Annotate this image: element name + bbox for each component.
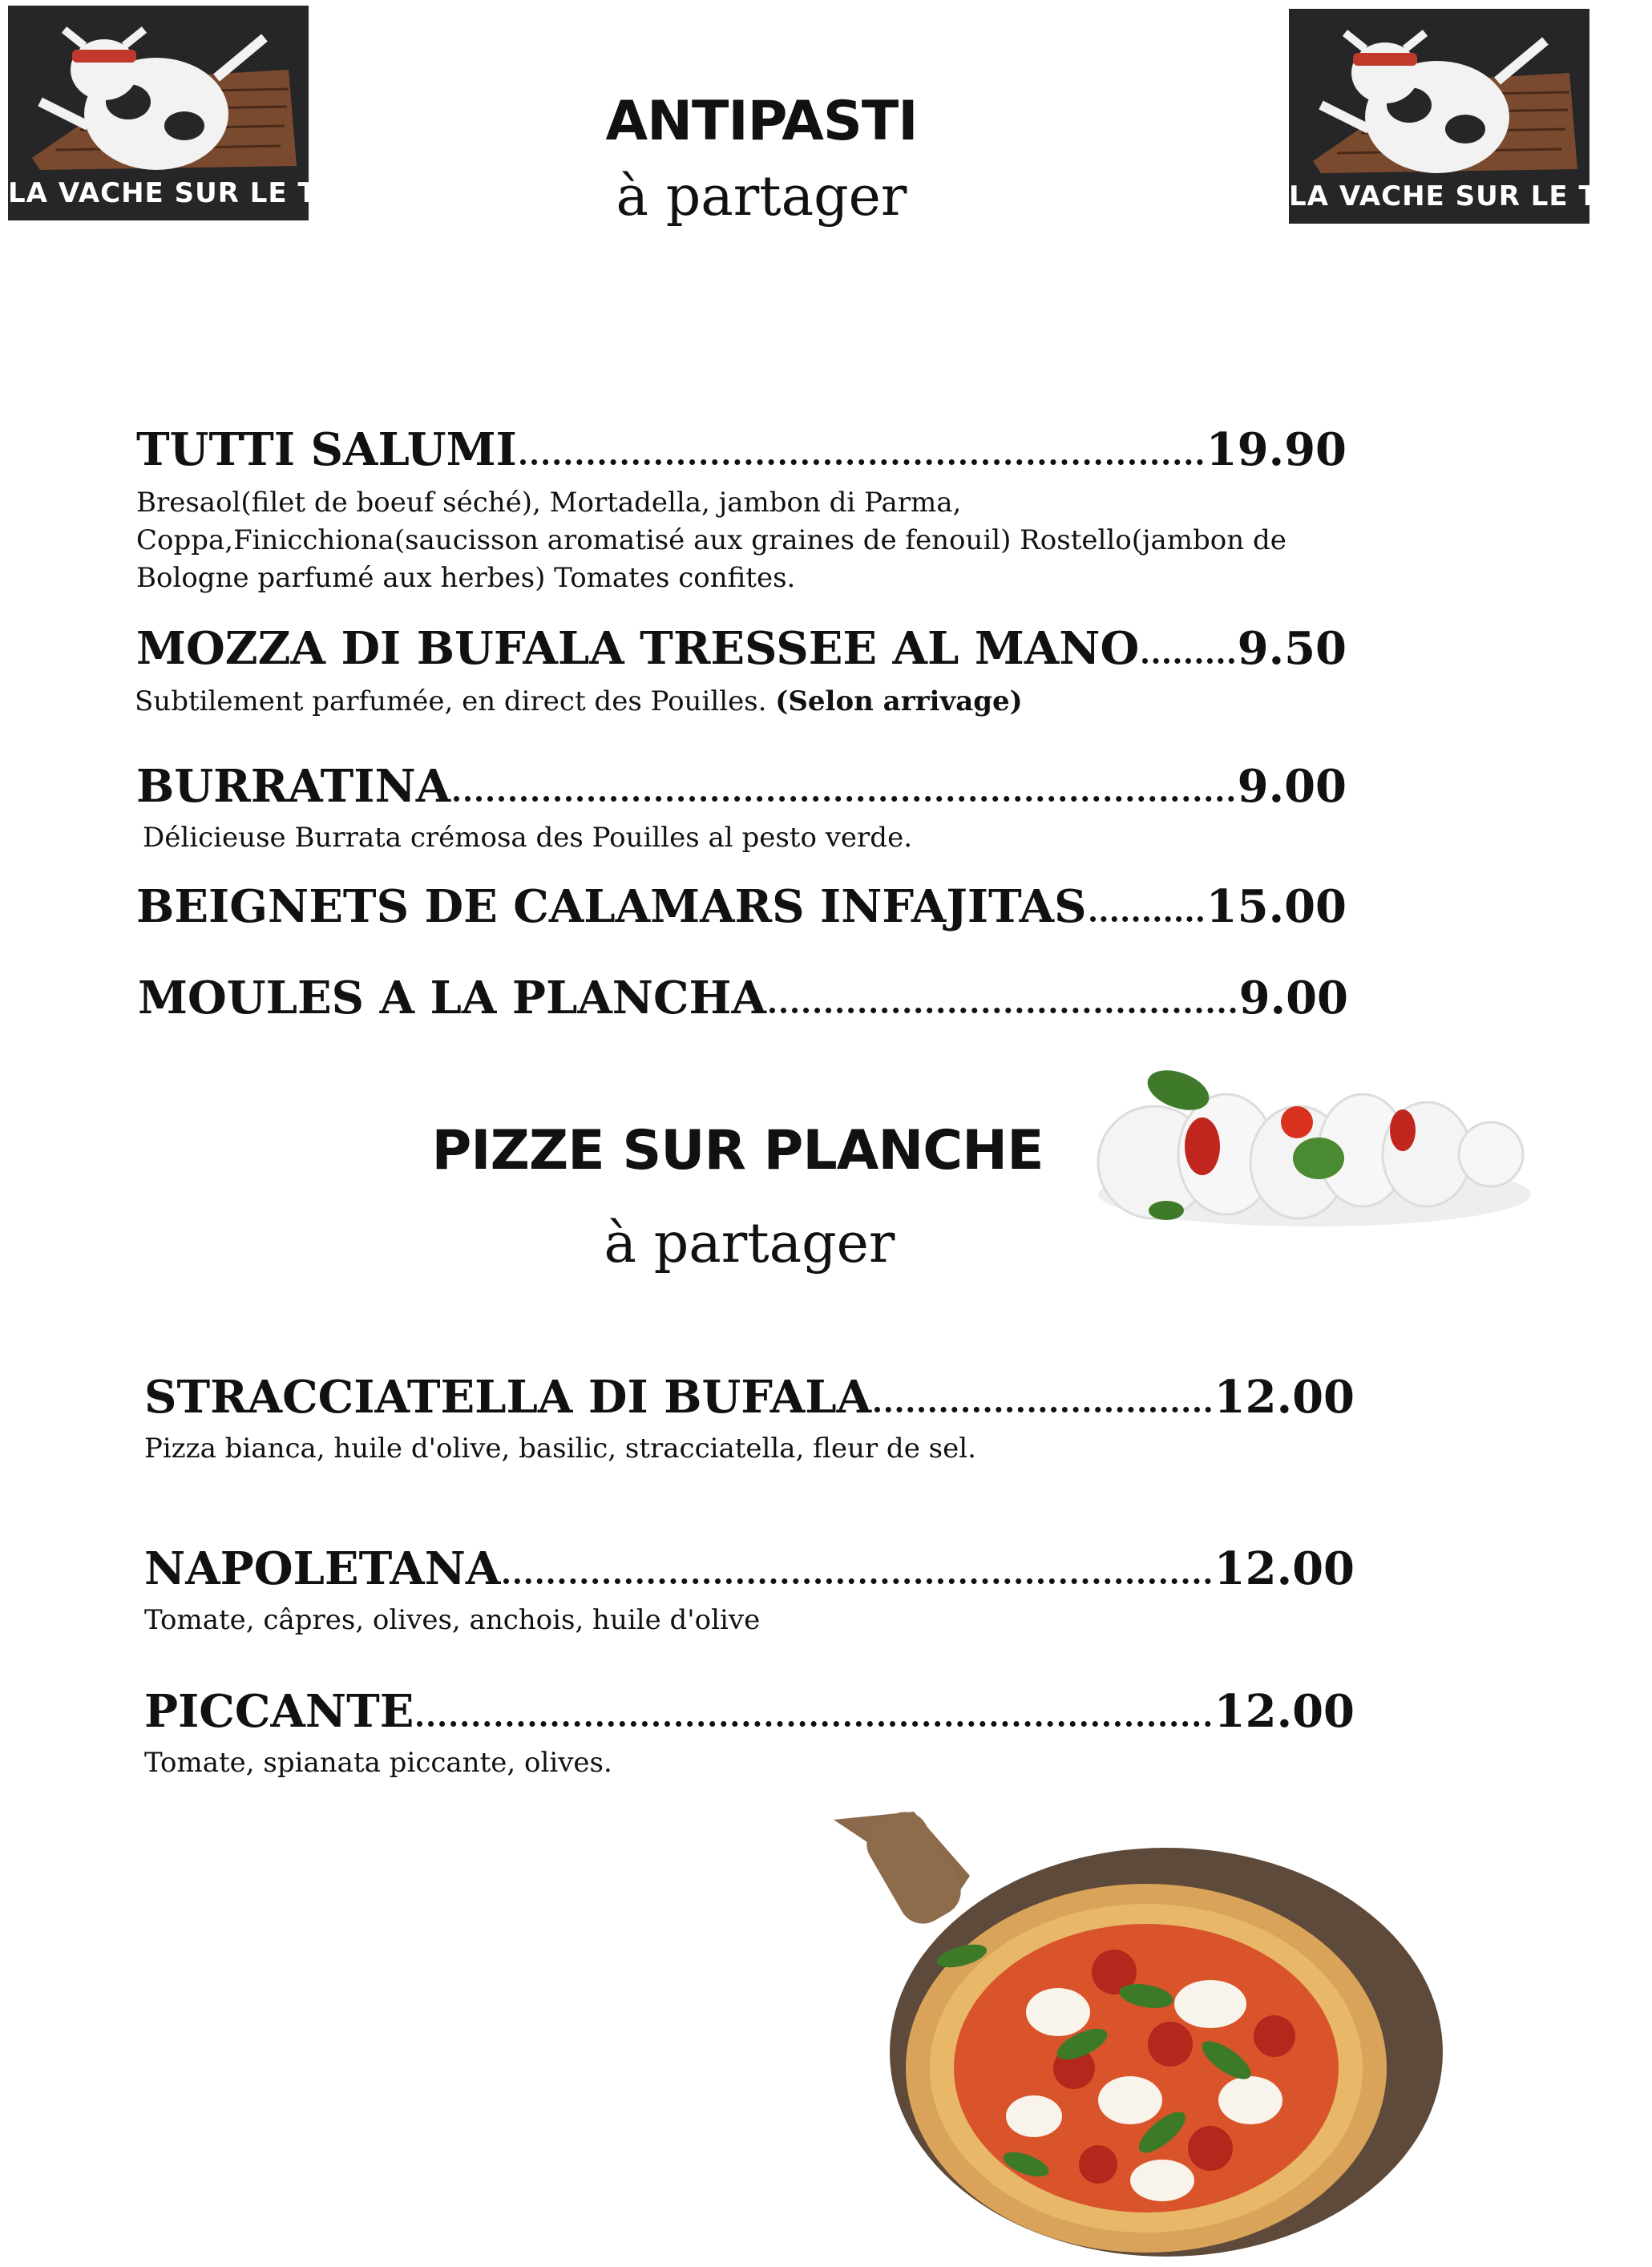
item-description [144, 1602, 1347, 1639]
menu-item-piccante [144, 1685, 1355, 1736]
desc-line: Coppa,Finicchiona(saucisson aromatisé aux graines de fenouil) Rostello(jambon de [136, 524, 1286, 556]
item-price: 15.00 [1206, 880, 1347, 933]
desc-bold: (Selon arrivage) [775, 685, 1023, 717]
item-name: MOULES A LA PLANCHA [138, 972, 766, 1024]
dot-leader [1090, 916, 1203, 922]
item-name: MOZZA DI BUFALA TRESSEE AL MANO [136, 622, 1140, 675]
menu-item-mozza-di-bufala [136, 622, 1347, 673]
logo-text: LA VACHE SUR LE TOIT [1289, 180, 1652, 212]
item-price: 9.00 [1237, 760, 1347, 813]
item-name: TUTTI SALUMI [136, 423, 517, 476]
dot-leader [520, 459, 1203, 465]
logo-text: LA VACHE SUR LE TOIT [8, 177, 372, 209]
pizza-on-board-image [826, 1812, 1451, 2261]
item-name: BEIGNETS DE CALAMARS INFAJITAS [136, 880, 1087, 933]
pizze-title: PIZZE SUR PLANCHE [431, 1119, 1044, 1182]
desc-line: Tomate, câpres, olives, anchois, huile d'olive [144, 1604, 761, 1636]
dot-leader [417, 1721, 1210, 1727]
item-description [144, 1430, 1347, 1468]
item-price: 12.00 [1214, 1685, 1355, 1738]
item-name: STRACCIATELLA DI BUFALA [144, 1371, 872, 1424]
item-price: 9.00 [1238, 972, 1348, 1024]
desc-line: Bresaol(filet de boeuf séché), Mortadella, jambon di Parma, [136, 487, 962, 519]
item-price: 12.00 [1214, 1542, 1355, 1595]
desc-line: Bologne parfumé aux herbes) Tomates confites. [136, 562, 796, 594]
desc-line: Pizza bianca, huile d'olive, basilic, stracciatella, fleur de sel. [144, 1433, 976, 1465]
desc-line: Tomate, spianata piccante, olives. [144, 1747, 612, 1779]
item-name: BURRATINA [136, 760, 451, 813]
item-description [136, 484, 1339, 597]
dot-leader [874, 1407, 1211, 1412]
menu-item-napoletana [144, 1542, 1355, 1594]
dot-leader [503, 1578, 1210, 1584]
item-description [144, 1744, 1347, 1782]
menu-item-burratina [136, 760, 1347, 811]
dot-leader [454, 796, 1234, 802]
item-price: 19.90 [1206, 423, 1347, 476]
pizze-subtitle: à partager [604, 1212, 895, 1275]
item-price: 12.00 [1214, 1371, 1355, 1424]
item-price: 9.50 [1237, 622, 1347, 675]
desc-text: Subtilement parfumée, en direct des Pouilles. [135, 685, 776, 717]
item-name: NAPOLETANA [144, 1542, 501, 1595]
item-description [135, 683, 1337, 721]
menu-item-moules-a-la-plancha [138, 972, 1348, 1023]
dot-leader [1142, 658, 1234, 664]
menu-item-beignets-de-calamars [136, 880, 1347, 931]
antipasti-title: ANTIPASTI [605, 90, 918, 153]
item-name: PICCANTE [144, 1685, 414, 1738]
item-description [143, 819, 1345, 857]
dot-leader [769, 1008, 1236, 1013]
desc-line: Délicieuse Burrata crémosa des Pouilles al pesto verde. [143, 822, 913, 854]
menu-item-stracciatella-di-bufala [144, 1371, 1355, 1422]
antipasti-subtitle: à partager [616, 165, 907, 228]
menu-item-tutti-salumi [136, 423, 1347, 475]
